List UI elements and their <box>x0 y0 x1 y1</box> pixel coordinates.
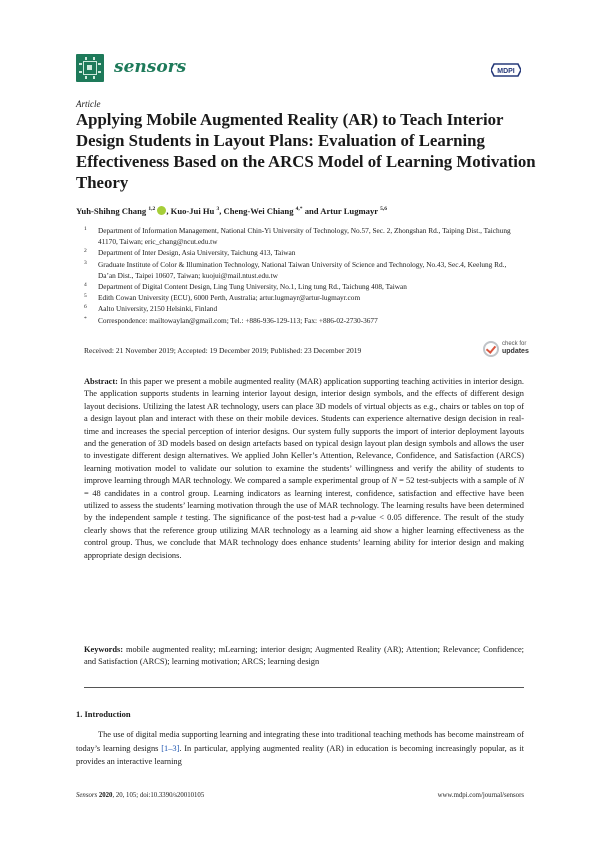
affiliation-number: * <box>84 315 87 322</box>
check-for-updates-line1: check for <box>502 341 527 347</box>
affiliation <box>84 303 524 314</box>
footer-year: 2020 <box>98 792 113 799</box>
abstract-italic: t <box>180 513 183 523</box>
check-for-updates-icon <box>483 341 499 357</box>
author-separator: , <box>219 206 224 216</box>
affiliation-text: Aalto University, 2150 Helsinki, Finland <box>98 304 218 314</box>
intro-text: . In particular, applying augmented reality (AR) in education is becoming increasingly popular, as it provides an interactive learning <box>76 743 524 766</box>
author-name: Cheng-Wei Chiang <box>223 206 294 216</box>
author-affil-sup: 1,2 <box>148 206 156 213</box>
check-for-updates-line2: updates <box>502 348 529 355</box>
affiliation-number: 3 <box>84 259 87 266</box>
mdpi-logo-text: MDPI <box>497 68 515 75</box>
affiliation <box>84 281 524 292</box>
affiliation-number: 1 <box>84 226 87 232</box>
sensors-logo-icon <box>76 54 104 82</box>
affiliation-text: Correspondence: mailtowaylan@gmail.com; Tel.: +886-936-129-113; Fax: +886-02-2730-3677 <box>98 315 378 325</box>
article-type: Article <box>76 99 101 109</box>
affiliation <box>84 225 524 247</box>
divider <box>84 687 524 688</box>
author-name: Yuh-Shihng Chang <box>76 206 147 216</box>
author-list <box>76 206 387 216</box>
abstract-italic: N <box>518 476 524 486</box>
abstract-italic: p <box>350 513 356 523</box>
affiliation-text: Graduate Institute of Color & Illumination Technology, National Taiwan University of Science and Technology, No.43, Sec.4, Keelung Rd., Da’an Dist., Taipei 10607, Taiwan; kuojui@mail.ntust.edu.tw <box>98 259 507 280</box>
section-heading: 1. Introduction <box>76 709 131 719</box>
author-affil-sup: 4,* <box>295 206 303 213</box>
author-separator: , <box>166 206 171 216</box>
citation-link[interactable]: [1–3] <box>161 743 180 753</box>
intro-text: The use of digital media supporting learning and integrating these into traditional teaching methods has become mainstream of today’s learning designs <box>76 730 524 753</box>
correspondence <box>84 315 524 326</box>
affiliation-list <box>84 225 524 326</box>
journal-name: sensors <box>114 57 187 77</box>
footer-doi: , 20, 105; doi:10.3390/s20010105 <box>112 792 205 799</box>
affiliation <box>84 259 524 281</box>
footer-citation <box>76 792 204 799</box>
abstract-text: -value < 0.05 difference. The result of the study clearly shows that the reference group utilizing MAR technology as a learning aid show a higher learning effectiveness as the control group. Thus, we conclude that MAR technology does enhance students’ learning ability for interior design and making appropriate design decisions. <box>84 513 524 560</box>
abstract-text: testing. The significance of the post-test had a <box>182 513 351 523</box>
journal-header <box>76 52 521 84</box>
abstract-italic: N <box>391 476 397 486</box>
abstract-text: In this paper we present a mobile augmented reality (MAR) application supporting teaching activities in interior design. The application supports students in learning interior layout design, interior design symbols, and the effects of different design layout decisions. Utilizing the latest AR technology, users can place 3D models of virtual objects as e.g., chairs or tables on top of a design layout plan and interact with these on their mobile devices. Students can experience alternative design decision in real-time and increases the special perception of interior designs. Our system fully supports the import of interior deployment layouts and the generation of 3D models based on design artefacts based on typical design layout plan design symbols and allows the user to investigate different design alternatives. We applied John Keller’s Attention, Relevance, Confidence, and Satisfaction (ARCS) learning motivation model to validate our solution to examine the students’ willingness and verify the ability of students to improve learning through MAR technology. We compared a sample experimental group of <box>84 377 524 486</box>
affiliation-number: 4 <box>84 282 87 289</box>
keywords-label: Keywords: <box>84 645 124 654</box>
author-name: Artur Lugmayr <box>320 206 378 216</box>
author-name: Kuo-Jui Hu <box>170 206 215 216</box>
affiliation <box>84 292 524 303</box>
keywords-text: mobile augmented reality; mLearning; interior design; Augmented Reality (AR); Attention; Relevance; Confidence; and Satisfaction (ARCS); learning motivation; ARCS; learning design <box>84 645 524 667</box>
footer-url[interactable]: www.mdpi.com/journal/sensors <box>437 792 524 799</box>
abstract <box>84 376 524 562</box>
author-affil-sup: 5,6 <box>380 206 387 213</box>
affiliation-number: 2 <box>84 248 87 255</box>
footer-journal: Sensors <box>76 792 98 799</box>
keywords <box>84 644 524 669</box>
publication-dates: Received: 21 November 2019; Accepted: 19 December 2019; Published: 23 December 2019 <box>84 346 362 355</box>
abstract-text: = 48 candidates in a control group. Learning indicators as learning interest, confidence, satisfaction and effective have been utilized to assess the students’ learning motivation through the use of MAR technology. The learning results have been determined by the independent sample <box>84 488 524 523</box>
author-affil-sup: 3 <box>216 206 220 213</box>
check-for-updates-badge[interactable] <box>483 340 529 360</box>
affiliation-number: 5 <box>84 293 87 300</box>
mdpi-logo-icon <box>491 60 521 80</box>
author-separator: and <box>302 206 321 216</box>
affiliation <box>84 247 524 258</box>
orcid-icon[interactable] <box>157 206 166 215</box>
affiliation-text: Department of Digital Content Design, Ling Tung University, No.1, Ling tung Rd., Taichung 408, Taiwan <box>98 282 407 292</box>
affiliation-text: Department of Inter Design, Asia University, Taichung 413, Taiwan <box>98 248 296 258</box>
intro-paragraph <box>76 728 524 769</box>
abstract-text: = 52 test-subjects with a sample of <box>396 476 519 486</box>
affiliation-text: Department of Information Management, National Chin-Yi University of Technology, No.57, Sec. 2, Zhongshan Rd., Taiping Dist., Taichung 41170, Taiwan; eric_chang@ncut.edu.tw <box>98 226 511 247</box>
affiliation-text: Edith Cowan University (ECU), 6000 Perth, Australia; artur.lugmayr@artur-lugmayr.com <box>98 293 361 303</box>
affiliation-number: 6 <box>84 304 87 311</box>
abstract-label: Abstract: <box>84 377 118 386</box>
paper-title: Applying Mobile Augmented Reality (AR) to Teach Interior Design Students in Layout Plans: Evaluation of Learning Effectiveness Based on the ARCS Model of Learning Motivation Theory <box>76 110 536 192</box>
